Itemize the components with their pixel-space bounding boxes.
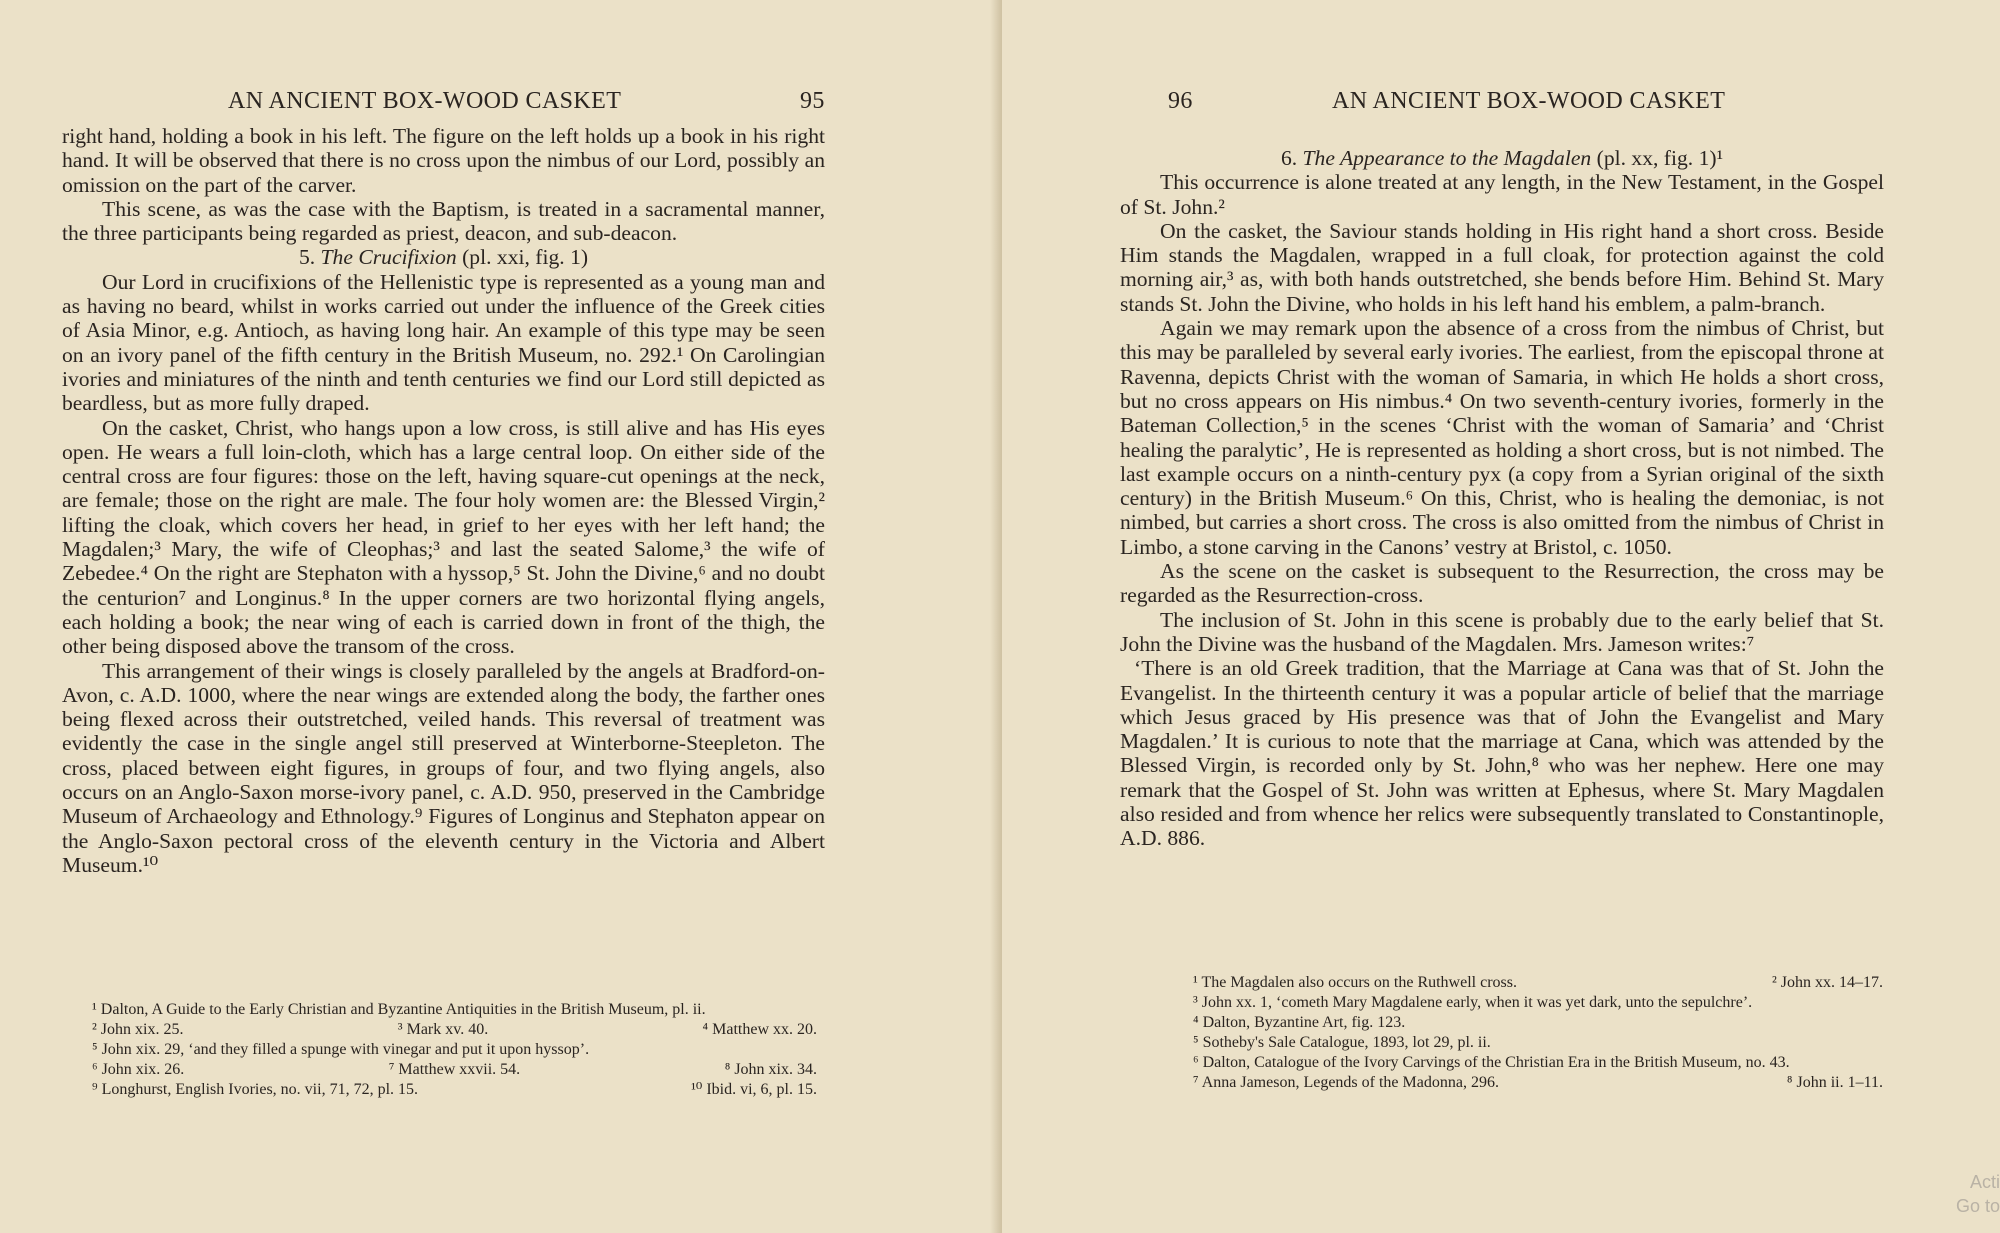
section-ref: (pl. xxi, fig. 1) bbox=[462, 245, 589, 270]
section-number: 5. bbox=[298, 245, 316, 270]
footnote-row bbox=[1193, 973, 1883, 993]
right-page bbox=[1002, 0, 2000, 1233]
paragraph: As the scene on the casket is subsequent to the Resurrection, the cross may be regarded as the Resurrection-cross. bbox=[1120, 559, 1884, 608]
section-heading bbox=[1120, 146, 1884, 170]
paragraph: This scene, as was the case with the Baptism, is treated in a sacramental manner, the three participants being regarded as priest, deacon, and sub-deacon. bbox=[62, 196, 825, 246]
paragraph: right hand, holding a book in his left. The figure on the left holds up a book in his right hand. It will be observed that there is no cross upon the nimbus of our Lord, possibly an omission on the part of the carver. bbox=[62, 124, 825, 197]
footnote: ⁸ John ii. 1–11. bbox=[1786, 1074, 1883, 1091]
footnote: ⁵ John xix. 29, ‘and they filled a spunge with vinegar and put it upon hyssop’. bbox=[92, 1041, 590, 1058]
footnote: ¹ The Magdalen also occurs on the Ruthwell cross. bbox=[1193, 974, 1517, 991]
section-heading bbox=[62, 245, 825, 269]
footnote-row bbox=[1193, 1033, 1883, 1053]
footnote: ⁸ John xix. 34. bbox=[724, 1061, 817, 1078]
footnote: ⁵ Sotheby's Sale Catalogue, 1893, lot 29, pl. ii. bbox=[1193, 1034, 1491, 1051]
right-running-head: AN ANCIENT BOX-WOOD CASKET bbox=[1332, 88, 1726, 114]
footnote: ² John xix. 25. bbox=[92, 1021, 184, 1038]
footnote: ⁶ Dalton, Catalogue of the Ivory Carvings of the Christian Era in the British Museum, no. 43. bbox=[1193, 1054, 1790, 1071]
footnote: ¹⁰ Ibid. vi, 6, pl. 15. bbox=[691, 1081, 817, 1098]
paragraph: On the casket, the Saviour stands holding in His right hand a short cross. Beside Him stands the Magdalen, wrapped in a full cloak, for protection against the cold morning air,³ as, with both hands outstretched, she bends before Him. Behind St. Mary stands St. John the Divine, who holds in his left hand his emblem, a palm-branch. bbox=[1120, 218, 1884, 316]
section-title: The Appearance to the Magdalen bbox=[1302, 146, 1592, 170]
paragraph: This arrangement of their wings is closely paralleled by the angels at Bradford-on-Avon, c. A.D. 1000, where the near wings are extended along the body, the farther ones being flexed across their outstretched, veiled hands. This reversal of treatment was evidently the case in the single angel still preserved at Winterborne-Steepleton. The cross, placed between eight figures, in groups of four, and two flying angels, also occurs on an Anglo-Saxon morse-ivory panel, c. A.D. 950, preserved in the Cambridge Museum of Archaeology and Ethnology.⁹ Figures of Longinus and Stephaton appear on the Anglo-Saxon pectoral cross of the eleventh century in the Victoria and Albert Museum.¹⁰ bbox=[62, 658, 825, 877]
paragraph: Our Lord in crucifixions of the Hellenistic type is represented as a young man and as having no beard, whilst in works carried out under the influence of the Greek cities of Asia Minor, e.g. Antioch, as having long hair. An example of this type may be seen on an ivory panel of the fifth century in the British Museum, no. 292.¹ On Carolingian ivories and miniatures of the ninth and tenth centuries we find our Lord still depicted as beardless, but as more fully draped. bbox=[62, 269, 825, 416]
footnote-row bbox=[92, 1080, 817, 1100]
footnote-row bbox=[1193, 993, 1883, 1013]
footnote-row bbox=[92, 1040, 817, 1060]
right-footnotes bbox=[1193, 973, 1883, 1093]
paragraph: This occurrence is alone treated at any length, in the New Testament, in the Gospel of St. John.² bbox=[1120, 170, 1884, 219]
activation-line: Go to bbox=[1955, 1196, 2000, 1216]
quotation: ‘There is an old Greek tradition, that the Marriage at Cana was that of St. John the Evangelist. In the thirteenth century it was a popular article of belief that the marriage which Jesus graced by His presence was that of John the Evangelist and Mary Magdalen.’ It is curious to note that the marriage at Cana, which was attended by the Blessed Virgin, is recorded only by St. John,⁸ who was her nephew. Here one may remark that the Gospel of St. John was written at Ephesus, where St. Mary Magdalen also resided and from whence her relics were subsequently translated to Constantinople, A.D. 886. bbox=[1120, 656, 1884, 851]
footnote: ⁴ Matthew xx. 20. bbox=[702, 1021, 817, 1038]
footnote: ⁶ John xix. 26. bbox=[92, 1061, 185, 1078]
footnote: ⁴ Dalton, Byzantine Art, fig. 123. bbox=[1193, 1014, 1406, 1031]
activation-line: Acti bbox=[1969, 1172, 2000, 1192]
section-title: The Crucifixion bbox=[320, 245, 457, 270]
left-page-number: 95 bbox=[800, 88, 825, 114]
footnote-row bbox=[1193, 1013, 1883, 1033]
footnote-row bbox=[92, 1060, 817, 1080]
footnote-row bbox=[92, 1020, 817, 1040]
paragraph: The inclusion of St. John in this scene is probably due to the early belief that St. John the Divine was the husband of the Magdalen. Mrs. Jameson writes:⁷ bbox=[1120, 607, 1884, 656]
left-page bbox=[0, 0, 998, 1233]
footnote-row bbox=[1193, 1073, 1883, 1093]
footnote-row bbox=[92, 1000, 817, 1020]
left-footnotes bbox=[92, 1000, 817, 1100]
right-page-number: 96 bbox=[1168, 88, 1193, 114]
section-number: 6. bbox=[1280, 146, 1298, 170]
footnote-row bbox=[1193, 1053, 1883, 1073]
footnote: ⁹ Longhurst, English Ivories, no. vii, 71, 72, pl. 15. bbox=[92, 1081, 419, 1098]
left-running-head: AN ANCIENT BOX-WOOD CASKET bbox=[228, 88, 622, 114]
footnote: ⁷ Matthew xxvii. 54. bbox=[388, 1061, 521, 1078]
footnote: ³ Mark xv. 40. bbox=[397, 1021, 489, 1038]
footnote: ¹ Dalton, A Guide to the Early Christian and Byzantine Antiquities in the British Museum, pl. ii. bbox=[92, 1001, 706, 1018]
footnote: ² John xx. 14–17. bbox=[1771, 974, 1883, 991]
paragraph: On the casket, Christ, who hangs upon a low cross, is still alive and has His eyes open. He wears a full loin-cloth, which has a large central loop. On either side of the central cross are four figures: those on the left, having square-cut openings at the neck, are female; those on the right are male. The four holy women are: the Blessed Virgin,² lifting the cloak, which covers her head, in grief to her eyes with her left hand; the Magdalen;³ Mary, the wife of Cleophas;³ and last the seated Salome,³ the wife of Zebedee.⁴ On the right are Stephaton with a hyssop,⁵ St. John the Divine,⁶ and no doubt the centurion⁷ and Longinus.⁸ In the upper corners are two horizontal flying angels, each holding a book; the near wing of each is carried down in front of the thigh, the other being disposed above the transom of the cross. bbox=[62, 415, 825, 659]
section-ref: (pl. xx, fig. 1)¹ bbox=[1596, 146, 1724, 170]
right-body-text bbox=[1120, 146, 1884, 851]
paragraph: Again we may remark upon the absence of a cross from the nimbus of Christ, but this may be paralleled by several early ivories. The earliest, from the episcopal throne at Ravenna, depicts Christ with the woman of Samaria, in which He holds a short cross, but no cross appears on His nimbus.⁴ On two seventh-century ivories, formerly in the Bateman Collection,⁵ in the scenes ‘Christ with the woman of Samaria’ and ‘Christ healing the paralytic’, He is represented as holding a short cross, but is not nimbed. The last example occurs on a ninth-century pyx (a copy from a Syrian original of the sixth century) in the British Museum.⁶ On this, Christ, who is healing the demoniac, is not nimbed, but carries a short cross. The cross is also omitted from the nimbus of Christ in Limbo, a stone carving in the Canons’ vestry at Bristol, c. 1050. bbox=[1120, 316, 1884, 559]
activation-watermark bbox=[1956, 1170, 2000, 1218]
footnote: ³ John xx. 1, ‘cometh Mary Magdalene early, when it was yet dark, unto the sepulchre’. bbox=[1193, 994, 1753, 1011]
left-body-text bbox=[62, 124, 825, 877]
footnote: ⁷ Anna Jameson, Legends of the Madonna, 296. bbox=[1193, 1074, 1499, 1091]
